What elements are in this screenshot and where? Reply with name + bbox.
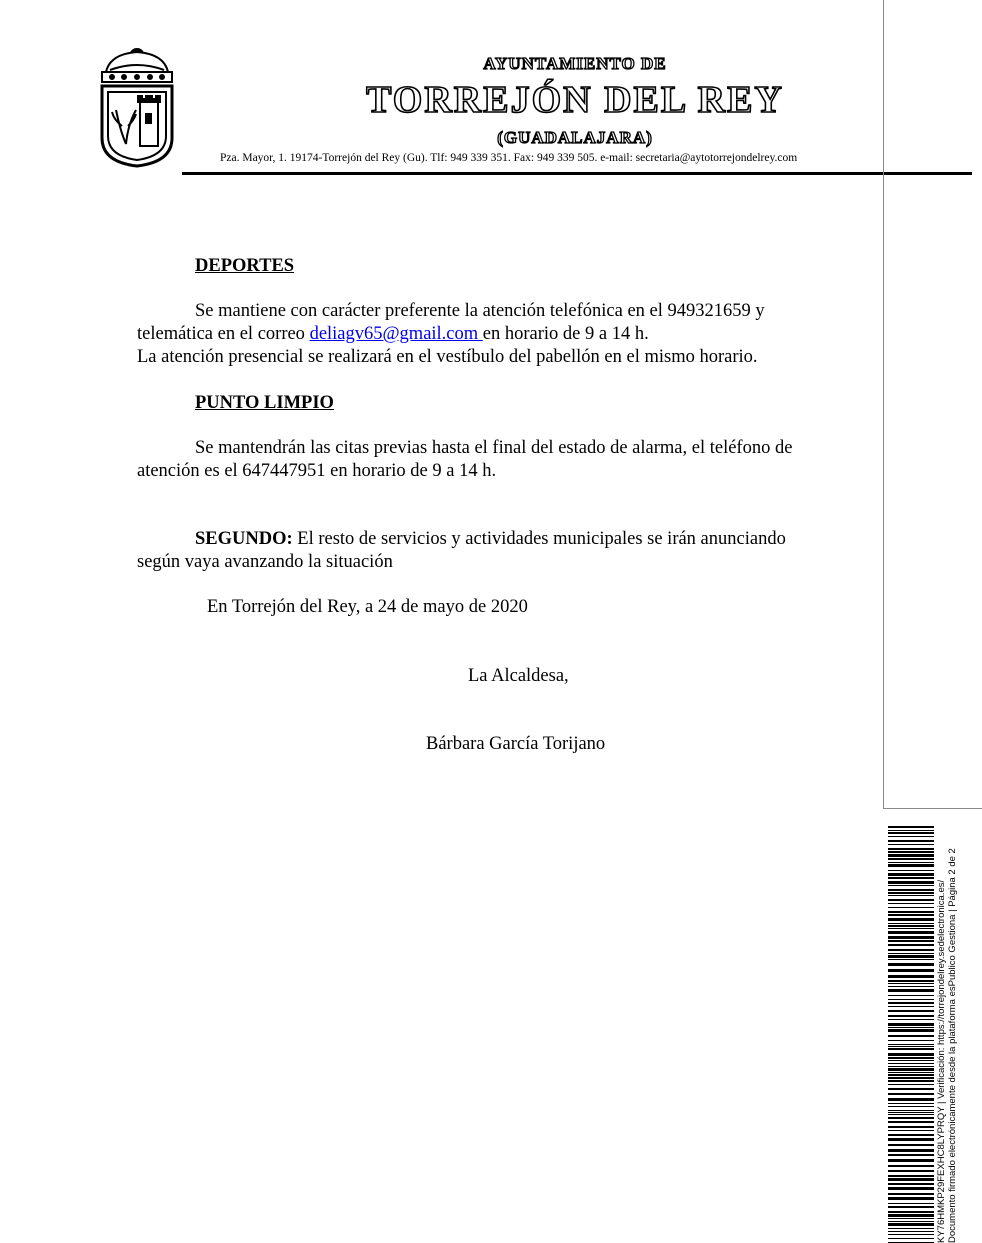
punto-limpio-paragraph	[137, 437, 837, 483]
barcode-bar	[888, 1126, 934, 1128]
coat-of-arms-icon	[96, 40, 178, 168]
email-link[interactable]: deliagv65@gmail.com	[309, 324, 483, 344]
barcode-bar	[888, 1088, 934, 1090]
barcode-bar	[888, 1144, 934, 1146]
barcode-bar	[888, 832, 934, 834]
barcode-bar	[888, 928, 934, 929]
signer-name: Bárbara García Torijano	[426, 734, 606, 754]
barcode-bar	[888, 1053, 934, 1056]
barcode-bar	[888, 1206, 934, 1208]
deportes-line-3: La atención presencial se realizará en el vestíbulo del pabellón en el mismo horario.	[137, 347, 758, 367]
barcode-bar	[888, 1211, 934, 1213]
barcode-bar	[888, 1149, 934, 1152]
barcode-bar	[888, 1080, 934, 1082]
barcode-bar	[888, 826, 934, 828]
barcode-bar	[888, 907, 934, 908]
barcode-bar	[888, 848, 934, 850]
barcode-bar	[888, 895, 934, 896]
barcode-bar	[888, 1002, 934, 1004]
barcode-bar	[888, 899, 934, 901]
barcode-bar	[888, 873, 934, 876]
deportes-heading: DEPORTES	[195, 256, 295, 276]
barcode-bar	[888, 854, 934, 857]
barcode-icon	[888, 826, 934, 1243]
header-contact: Pza. Mayor, 1. 19174-Torrejón del Rey (Gu). Tlf: 949 339 351. Fax: 949 339 505. e-mail: secretaria@aytotorrejondelrey.com	[220, 152, 798, 164]
barcode-bar	[888, 969, 934, 972]
deportes-line-1: Se mantiene con carácter preferente la atención telefónica en el 949321659 y	[195, 301, 765, 321]
barcode-bar	[888, 1006, 934, 1007]
barcode-bar	[888, 1238, 934, 1239]
barcode-bar	[888, 1170, 934, 1172]
punto-limpio-line-2: atención es el 647447951 en horario de 9 a 14 h.	[137, 461, 497, 481]
barcode-bar	[888, 858, 934, 860]
barcode-bar	[888, 1134, 934, 1136]
barcode-bar	[888, 1068, 934, 1071]
barcode-bar	[888, 1035, 934, 1037]
barcode-bar	[888, 1072, 934, 1073]
verification-line-1: KY76HMKP29FEXHC8LYPRQY | Verificación: https://torrejondelrey.sedelectronica.es/	[936, 879, 947, 1243]
barcode-bar	[888, 999, 934, 1000]
barcode-bar	[888, 995, 934, 996]
barcode-bar	[888, 1027, 934, 1028]
barcode-bar	[888, 944, 934, 946]
segundo-line-1	[137, 528, 837, 551]
barcode-bar	[888, 955, 934, 958]
barcode-bar	[888, 1138, 934, 1141]
barcode-bar	[888, 864, 934, 867]
barcode-bar	[888, 840, 934, 842]
barcode-bar	[888, 1066, 934, 1067]
barcode-bar	[888, 1114, 934, 1115]
barcode-bar	[888, 1063, 934, 1064]
barcode-bar	[888, 1228, 934, 1229]
margin-line-horizontal	[883, 808, 982, 809]
barcode-bar	[888, 959, 934, 960]
barcode-bar	[888, 980, 934, 982]
barcode-bar	[888, 1178, 934, 1181]
barcode-bar	[888, 1223, 934, 1226]
barcode-bar	[888, 983, 934, 984]
header-divider	[182, 172, 972, 175]
barcode-bar	[888, 1046, 934, 1047]
barcode-bar	[888, 1214, 934, 1217]
barcode-bar	[888, 844, 934, 845]
barcode-bar	[888, 1154, 934, 1156]
barcode-bar	[888, 1044, 934, 1045]
deportes-line-2-pre: telemática en el correo	[137, 324, 310, 344]
barcode-bar	[888, 931, 934, 934]
punto-limpio-line-1: Se mantendrán las citas previas hasta el final del estado de alarma, el teléfono de	[195, 438, 793, 458]
barcode-bar	[888, 1165, 934, 1167]
punto-limpio-heading: PUNTO LIMPIO	[195, 393, 334, 413]
barcode-bar	[888, 870, 934, 871]
barcode-bar	[888, 911, 934, 913]
date-line: En Torrejón del Rey, a 24 de mayo de 2020	[207, 597, 528, 617]
barcode-bar	[888, 889, 934, 891]
barcode-bar	[888, 1029, 934, 1032]
barcode-bar	[888, 918, 934, 921]
barcode-bar	[888, 1110, 934, 1111]
barcode-bar	[888, 1060, 934, 1061]
barcode-bar	[888, 1121, 934, 1123]
signer-role: La Alcaldesa,	[468, 666, 569, 686]
barcode-bar	[888, 949, 934, 951]
barcode-bar	[888, 1175, 934, 1177]
barcode-bar	[888, 923, 934, 924]
barcode-bar	[888, 1098, 934, 1101]
barcode-bar	[888, 1015, 934, 1017]
segundo-line-1-text: El resto de servicios y actividades municipales se irán anunciando	[292, 529, 786, 549]
segundo-paragraph	[137, 528, 837, 574]
barcode-bar	[888, 1130, 934, 1131]
barcode-bar	[888, 1019, 934, 1020]
barcode-bar	[888, 1231, 934, 1232]
barcode-bar	[888, 1093, 934, 1095]
barcode-bar	[888, 1187, 934, 1190]
barcode-bar	[888, 1074, 934, 1076]
barcode-bar	[888, 936, 934, 939]
barcode-bar	[888, 914, 934, 916]
deportes-line-2	[137, 323, 837, 346]
margin-line-vertical	[883, 0, 884, 808]
barcode-bar	[888, 881, 934, 884]
barcode-bar	[888, 925, 934, 927]
barcode-bar	[888, 1197, 934, 1200]
barcode-bar	[888, 1040, 934, 1041]
barcode-bar	[888, 986, 934, 987]
barcode-bar	[888, 1193, 934, 1195]
barcode-bar	[888, 1234, 934, 1235]
barcode-bar	[888, 851, 934, 853]
barcode-bar	[888, 1159, 934, 1162]
barcode-bar	[888, 877, 934, 879]
barcode-bar	[888, 940, 934, 942]
barcode-bar	[888, 989, 934, 992]
barcode-bar	[888, 1218, 934, 1219]
barcode-bar	[888, 830, 934, 831]
barcode-bar	[888, 862, 934, 863]
barcode-bar	[888, 1117, 934, 1119]
barcode-bar	[888, 1112, 934, 1113]
barcode-bar	[888, 892, 934, 894]
barcode-bar	[888, 975, 934, 978]
barcode-bar	[888, 1010, 934, 1012]
segundo-label: SEGUNDO:	[195, 529, 293, 549]
barcode-bar	[888, 1048, 934, 1050]
verification-line-2: Documento firmado electrónicamente desde la plataforma esPublico Gestiona | Página 2 de 2	[947, 848, 958, 1243]
barcode-bar	[888, 1057, 934, 1059]
deportes-paragraph	[137, 300, 837, 369]
deportes-line-2-post: en horario de 9 a 14 h.	[482, 324, 649, 344]
barcode-bar	[888, 1084, 934, 1085]
header-top-line: AYUNTAMIENTO DE	[483, 54, 667, 73]
barcode-bar	[888, 963, 934, 966]
barcode-bar	[888, 836, 934, 837]
barcode-bar	[888, 1183, 934, 1185]
barcode-bar	[888, 1203, 934, 1204]
barcode-bar	[888, 1221, 934, 1222]
verification-text	[936, 833, 958, 1243]
barcode-bar	[888, 953, 934, 954]
barcode-bar	[888, 1023, 934, 1026]
barcode-bar	[888, 1106, 934, 1107]
header-subtitle: (GUADALAJARA)	[497, 128, 653, 147]
barcode-bar	[888, 1103, 934, 1104]
segundo-line-2: según vaya avanzando la situación	[137, 552, 393, 572]
barcode-bar	[888, 885, 934, 886]
barcode-bar	[888, 903, 934, 904]
barcode-bar	[888, 1077, 934, 1079]
header-main-title: TORREJÓN DEL REY	[366, 79, 784, 121]
